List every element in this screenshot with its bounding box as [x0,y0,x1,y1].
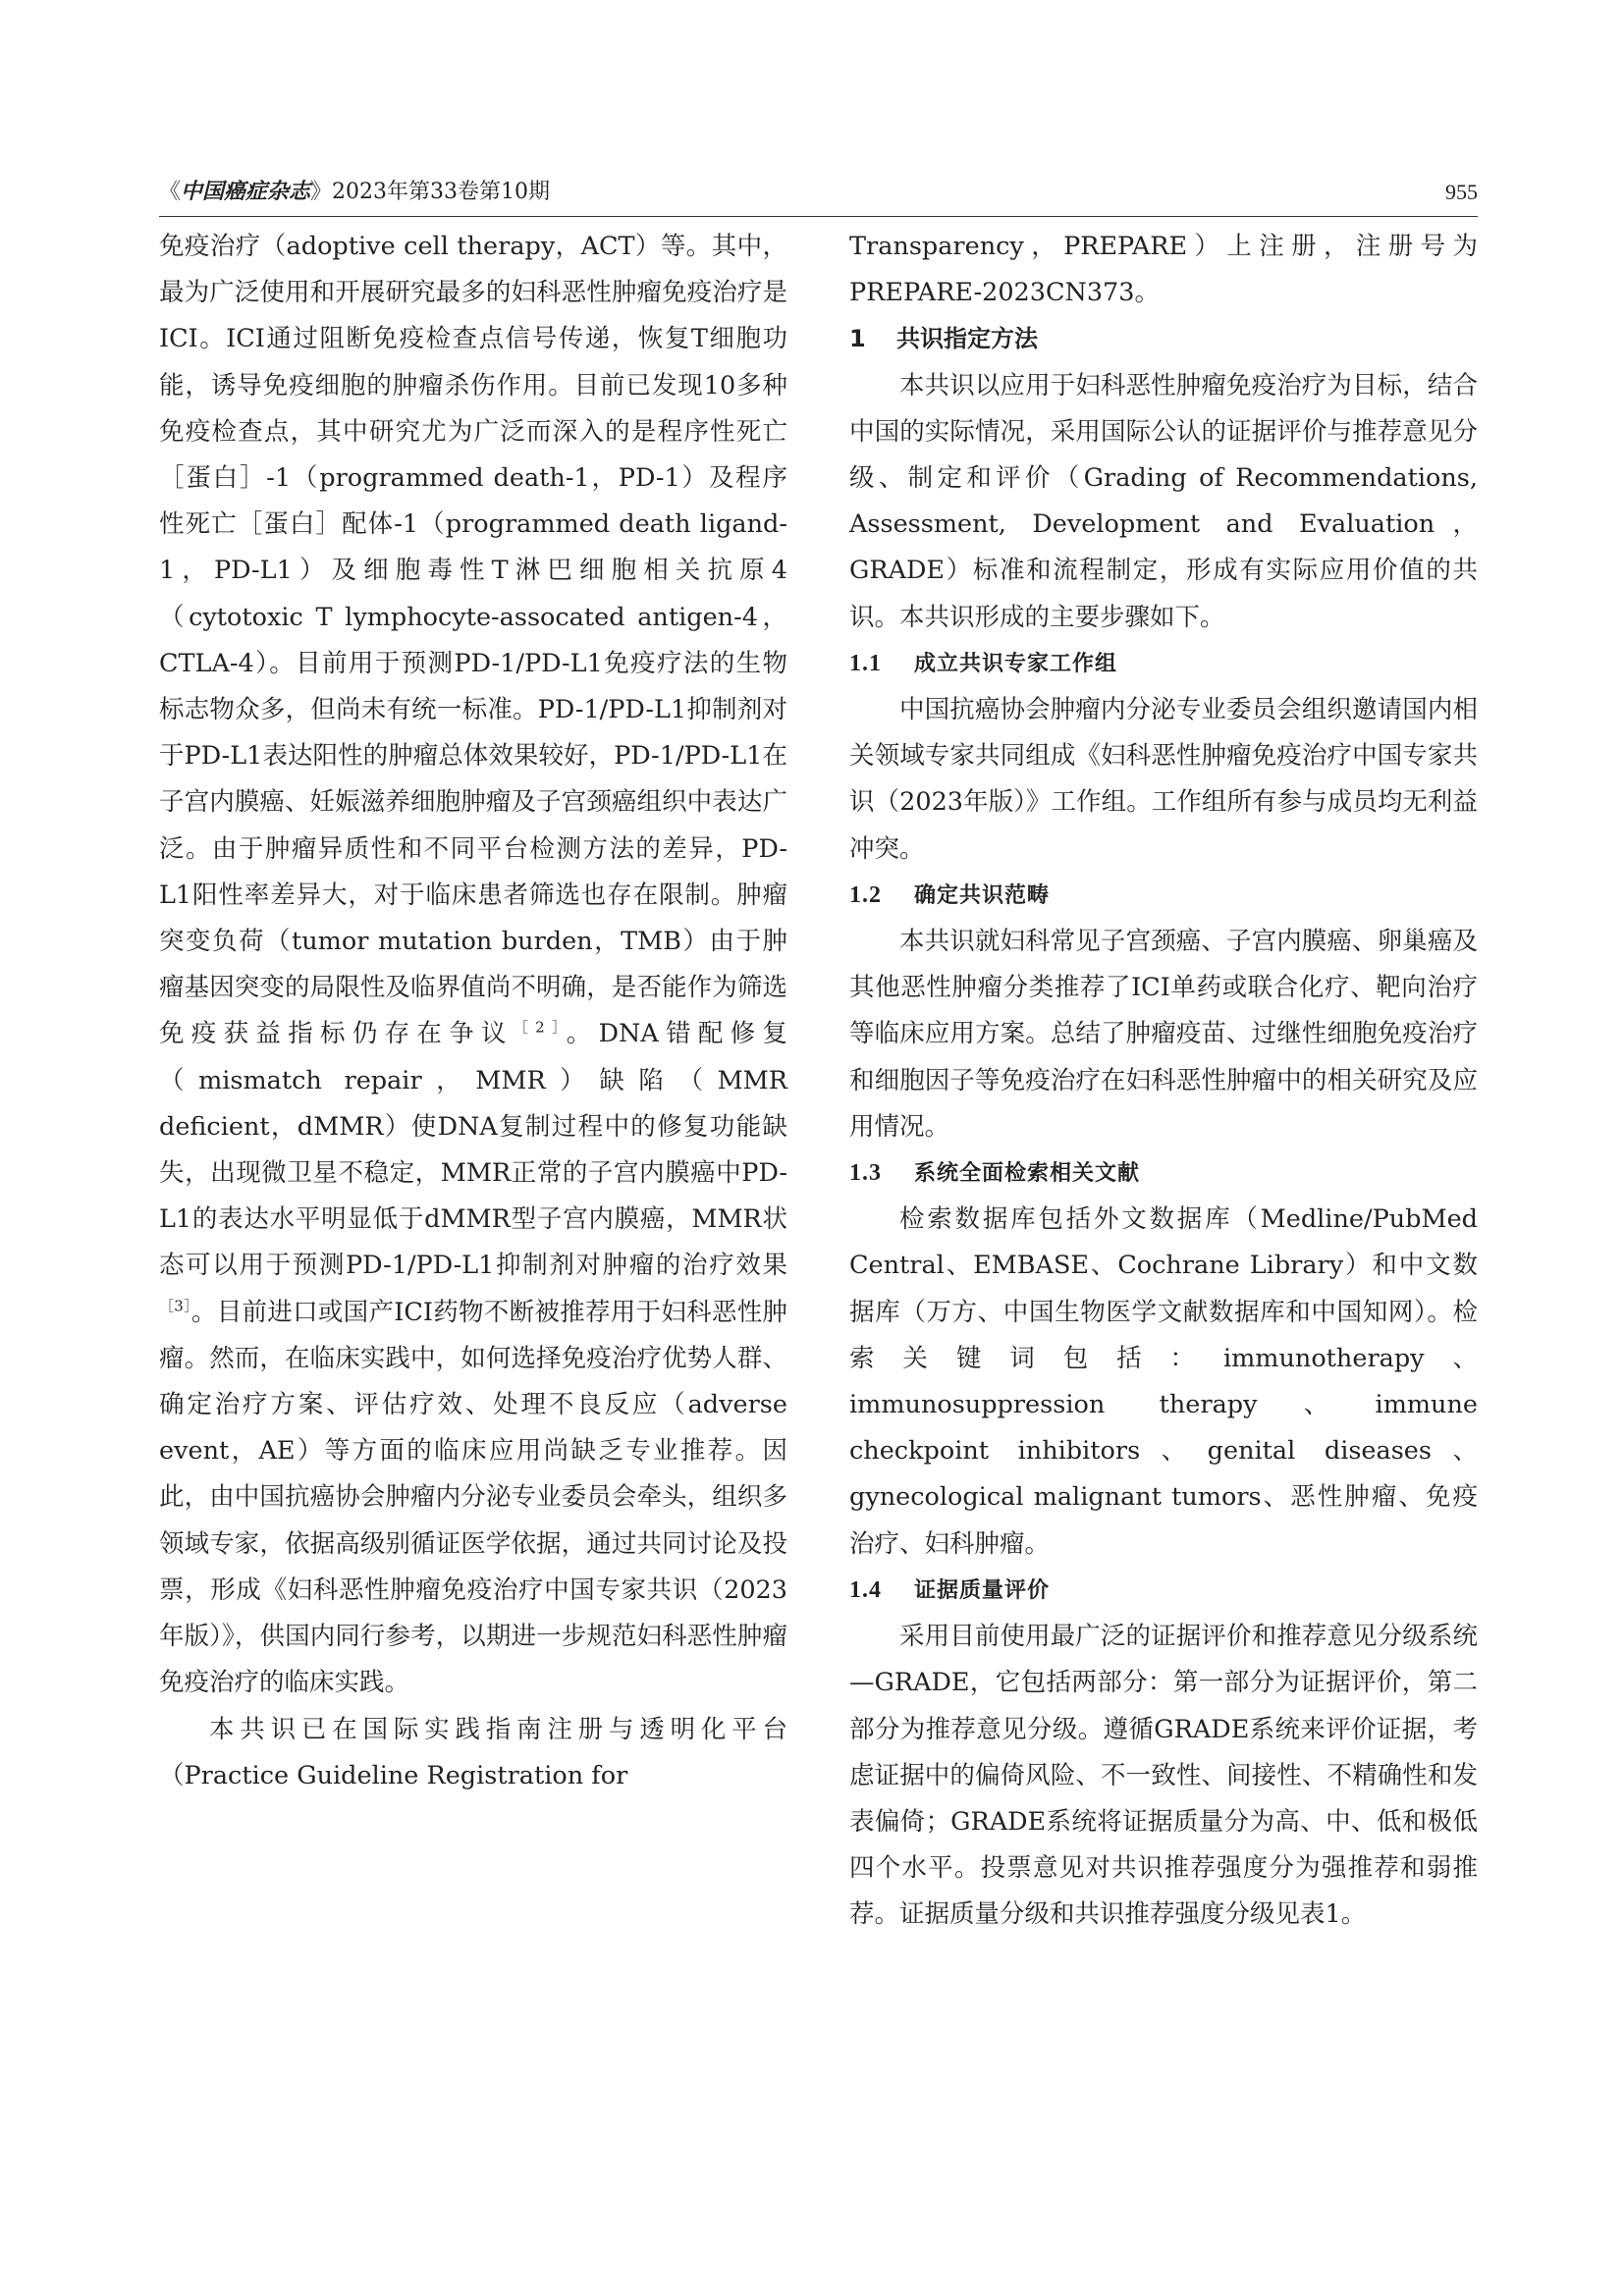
paragraph-1-3: 检索数据库包括外文数据库（Medline/PubMed Central、EMBASE、Cochrane Library）和中文数据库（万方、中国生物医学文献数据库和中国知网）。检索关键词包括：immunotherapy、immunosuppression therapy、immune checkpoint inhibitors、genital diseases、gynecological malignant tumors、恶性肿瘤、免疫治疗、妇科肿瘤。 [849,1204,1478,1559]
paragraph-section-1: 本共识以应用于妇科恶性肿瘤免疫治疗为目标，结合中国的实际情况，采用国际公认的证据评价与推荐意见分级、制定和评价（Grading of Recommendations, Assessment, Development and Evaluation，GRADE）标准和流程制定，形成有实际应用价值的共识。本共识形成的主要步骤如下。 [849,370,1478,632]
page-header [159,177,1478,217]
citation-ref-2[interactable]: ［2］ [513,1018,567,1037]
journal-citation [159,177,550,208]
section-title: 共识指定方法 [896,325,1038,353]
subsection-heading-1-2 [849,873,1478,919]
subsection-heading-1-4 [849,1568,1478,1614]
citation-ref-3[interactable]: ［3］ [159,1297,191,1315]
journal-bracket-close: 》 [310,180,333,204]
subsection-heading-1-3 [849,1150,1478,1197]
paragraph-registration: 本共识已在国际实践指南注册与透明化平台（Practice Guideline Registration for [159,1714,787,1790]
subsection-number: 1.3 [849,1160,882,1187]
subsection-number: 1.1 [849,650,882,676]
paragraph-1-2: 本共识就妇科常见子宫颈癌、子宫内膜癌、卵巢癌及其他恶性肿瘤分类推荐了ICI单药或联合化疗、靶向治疗等临床应用方案。总结了肿瘤疫苗、过继性细胞免疫治疗和细胞因子等免疫治疗在妇科恶性肿瘤中的相关研究及应用情况。 [849,927,1478,1142]
journal-bracket-open: 《 [159,180,182,204]
subsection-title: 证据质量评价 [914,1577,1051,1603]
paragraph-text: 。目前进口或国产ICI药物不断被推荐用于妇科恶性肿瘤。然而，在临床实践中，如何选择免疫治疗优势人群、确定治疗方案、评估疗效、处理不良反应（adverse event，AE）等方面的临床应用尚缺乏专业推荐。因此，由中国抗癌协会肿瘤内分泌专业委员会牵头，组织多领域专家，依据高级别循证医学依据，通过共同讨论及投票，形成《妇科恶性肿瘤免疫治疗中国专家共识（2023年版）》，供国内同行参考，以期进一步规范妇科恶性肿瘤免疫治疗的临床实践。 [159,1297,787,1698]
right-column [849,224,1478,1939]
section-number: 1 [849,325,866,353]
paragraph-text: 免疫治疗（adoptive cell therapy，ACT）等。其中，最为广泛使用和开展研究最多的妇科恶性肿瘤免疫治疗是ICI。ICI通过阻断免疫检查点信号传递，恢复T细胞功能，诱导免疫细胞的肿瘤杀伤作用。目前已发现10多种免疫检查点，其中研究尤为广泛而深入的是程序性死亡［蛋白］-1（programmed death-1，PD-1）及程序性死亡［蛋白］配体-1（programmed death ligand-1，PD-L1）及细胞毒性T淋巴细胞相关抗原4（cytotoxic T lymphocyte-assocated antigen-4，CTLA-4）。目前用于预测PD-1/PD-L1免疫疗法的生物标志物众多，但尚未有统一标准。PD-1/PD-L1抑制剂对于PD-L1表达阳性的肿瘤总体效果较好，PD-1/PD-L1在子宫内膜癌、妊娠滋养细胞肿瘤及子宫颈癌组织中表达广泛。由于肿瘤异质性和不同平台检测方法的差异，PD-L1阳性率差异大，对于临床患者筛选也存在限制。肿瘤突变负荷（tumor mutation burden，TMB）由于肿瘤基因突变的局限性及临界值尚不明确，是否能作为筛选免疫获益指标仍存在争议 [159,232,787,1049]
journal-name: 中国癌症杂志 [181,180,311,204]
subsection-number: 1.2 [849,881,882,908]
subsection-heading-1-1 [849,641,1478,687]
paragraph-registration-cont: Transparency，PREPARE）上注册，注册号为PREPARE-2023CN373。 [849,232,1478,308]
subsection-title: 成立共识专家工作组 [914,651,1118,676]
section-heading-1 [849,316,1478,362]
paragraph-intro [159,224,787,1707]
subsection-title: 系统全面检索相关文献 [914,1161,1141,1187]
subsection-title: 确定共识范畴 [914,882,1051,908]
paragraph-text: 。DNA错配修复（mismatch repair，MMR）缺陷（MMR deficient，dMMR）使DNA复制过程中的修复功能缺失，出现微卫星不稳定，MMR正常的子宫内膜癌中PD-L1的表达水平明显低于dMMR型子宫内膜癌，MMR状态可以用于预测PD-1/PD-L1抑制剂对肿瘤的治疗效果 [159,1019,787,1281]
left-column [159,224,787,1799]
paragraph-1-4: 采用目前使用最广泛的证据评价和推荐意见分级系统—GRADE，它包括两部分：第一部分为证据评价，第二部分为推荐意见分级。遵循GRADE系统来评价证据，考虑证据中的偏倚风险、不一致性、间接性、不精确性和发表偏倚；GRADE系统将证据质量分为高、中、低和极低四个水平。投票意见对共识推荐强度分为强推荐和弱推荐。证据质量分级和共识推荐强度分级见表1。 [849,1622,1478,1930]
paragraph-1-1: 中国抗癌协会肿瘤内分泌专业委员会组织邀请国内相关领域专家共同组成《妇科恶性肿瘤免疫治疗中国专家共识（2023年版）》工作组。工作组所有参与成员均无利益冲突。 [849,695,1478,864]
subsection-number: 1.4 [849,1576,882,1603]
page-number: 955 [1445,180,1478,204]
journal-issue: 2023年第33卷第10期 [332,180,551,204]
